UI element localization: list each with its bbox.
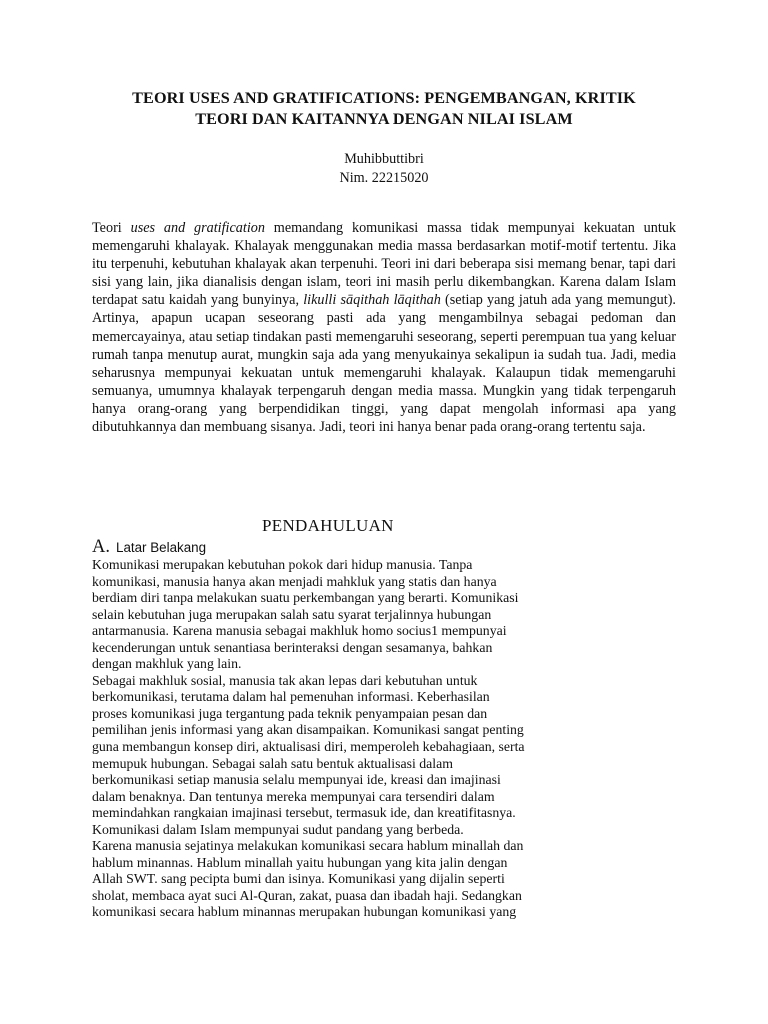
body-line: dengan makhluk yang lain. — [92, 656, 242, 672]
body-line: komunikasi, manusia hanya akan menjadi mahkluk yang statis dan hanya — [92, 573, 497, 589]
paper-title — [60, 88, 708, 130]
body-line: guna membangun konsep diri, aktualisasi diri, memperoleh kebahagiaan, serta — [92, 739, 525, 755]
body-line: kecenderungan untuk senantiasa berinteraksi dengan sesamanya, bahkan — [92, 639, 493, 655]
author-name: Muhibbuttibri — [344, 151, 424, 167]
title-line-1: TEORI USES AND GRATIFICATIONS: PENGEMBANGAN, KRITIK — [132, 89, 636, 107]
author-nim: Nim. 22215020 — [339, 170, 429, 186]
body-line: hablum minannas. Hablum minallah yaitu hubungan yang kita jalin dengan — [92, 854, 508, 870]
body-line: memindahkan rangkaian imajinasi tersebut, termasuk ide, dan kreatifitasnya. — [92, 805, 516, 821]
body-line: selain kebutuhan juga merupakan salah satu syarat terjalinnya hubungan — [92, 606, 492, 622]
sub-heading-letter: A. — [92, 537, 110, 557]
body-line: pemilihan jenis informasi yang akan disampaikan. Komunikasi sangat penting — [92, 722, 524, 738]
body-line: Allah SWT. sang pecipta bumi dan isinya. Komunikasi yang dijalin seperti — [92, 871, 505, 887]
body-line: berkomunikasi, terutama dalam hal pemenuhan informasi. Keberhasilan — [92, 689, 490, 705]
body-line: Karena manusia sejatinya melakukan komunikasi secara hablum minallah dan — [92, 838, 524, 854]
abstract-arabic-phrase: likulli sāqithah lāqithah — [303, 292, 441, 309]
body-line: berdiam diri tanpa melakukan suatu perkembangan yang berarti. Komunikasi — [92, 590, 519, 606]
body-line: Sebagai makhluk sosial, manusia tak akan lepas dari kebutuhan untuk — [92, 672, 478, 688]
abstract-text: (setiap yang jatuh ada yang memungut). Artinya, apapun ucapan seseorang pasti ada yang mengambilnya sebagai pedoman dan memercayainya, atau setiap tindakan pasti memengaruhi seseorang, seperti perempuan tua yang keluar rumah tanpa menutup aurat, mungkin saja ada yang menyukainya sekalipun ia sudah tua. Jadi, media seharusnya mempunyai kekuatan untuk memengaruhi khalayak. Kalaupun tidak memengaruhi semuanya, umumnya khalayak terpengaruh dengan media massa. Mungkin yang tidak terpengaruh hanya orang-orang yang berpendidikan tinggi, yang dapat mengolah informasi apa yang dibutuhkannya dan membuang sisanya. Jadi, teori ini hanya benar pada orang-orang tertentu saja. — [92, 292, 676, 436]
body-line: memupuk hubungan. Sebagai salah satu bentuk aktualisasi dalam — [92, 755, 453, 771]
abstract — [92, 219, 676, 436]
body-line: antarmanusia. Karena manusia sebagai makhluk homo socius1 mempunyai — [92, 623, 507, 639]
body-line: Komunikasi merupakan kebutuhan pokok dari hidup manusia. Tanpa — [92, 557, 473, 572]
author-block — [0, 150, 768, 188]
body-line: dalam benaknya. Dan tentunya mereka mempunyai cara tersendiri dalam — [92, 788, 495, 804]
body-line: Komunikasi dalam Islam mempunyai sudut pandang yang berbeda. — [92, 821, 464, 837]
abstract-term: uses and gratification — [130, 220, 265, 236]
abstract-paragraph — [92, 219, 676, 436]
section-heading: PENDAHULUAN — [262, 516, 394, 535]
body-line: berkomunikasi setiap manusia selalu mempunyai ide, kreasi dan imajinasi — [92, 772, 501, 788]
body-line: sholat, membaca ayat suci Al-Quran, zakat, puasa dan ibadah haji. Sedangkan — [92, 887, 522, 903]
abstract-text: Teori — [92, 220, 131, 236]
abstract-text: memandang komunikasi massa tidak mempunyai kekuatan untuk memengaruhi khalayak. Khalayak menggunakan media massa berdasarkan motif-motif tertentu. Jika itu terpenuhi, kebutuhan khalayak akan terpenuhi. Teori ini dari beberapa sisi memang benar, tapi dari sisi yang lain, jika dianalisis dengan islam, teori ini masih perlu dikembangkan. Karena dalam Islam terdapat satu kaidah yang bunyinya, — [92, 220, 677, 309]
title-line-2: TEORI DAN KAITANNYA DENGAN NILAI ISLAM — [195, 110, 573, 128]
sub-heading — [92, 537, 206, 558]
sub-heading-title: Latar Belakang — [116, 540, 207, 555]
body-line: komunikasi secara hablum minannas merupakan hubungan komunikasi yang — [92, 904, 517, 920]
body-text — [92, 557, 592, 921]
body-line: proses komunikasi juga tergantung pada teknik penyampaian pesan dan — [92, 705, 488, 721]
